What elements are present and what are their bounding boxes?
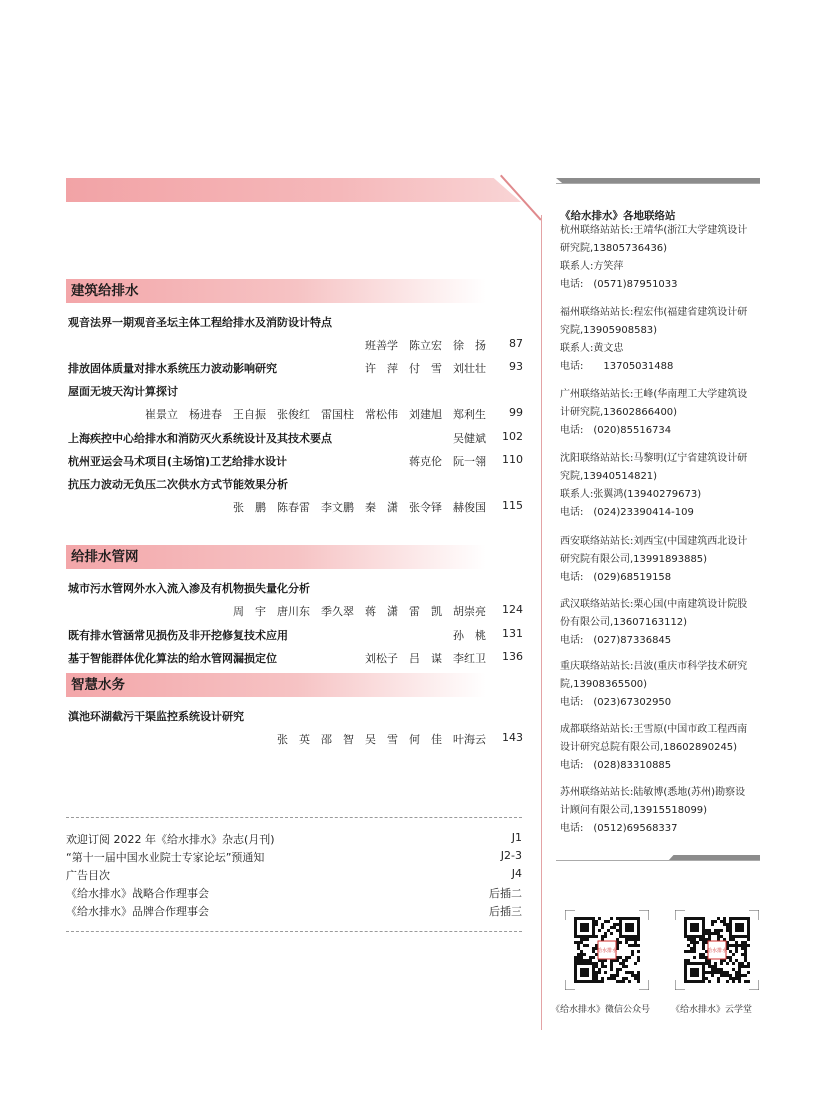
station-suzhou [560,784,765,838]
article-page: 99 [509,406,523,419]
sidebar-bottom-line [556,860,760,861]
station-line: 联系人:黄文忠 [560,343,624,354]
qr-caption: 《给水排水》微信公众号 [551,1005,651,1015]
station-chongqing [560,658,765,712]
section-heading: 给排水管网 [66,545,486,569]
dashed-rule [66,817,522,818]
station-line: 电话: (028)83310885 [560,760,672,771]
qr-code-icon [675,910,759,990]
station-guangzhou [560,386,765,440]
station-line: 计顾问有限公司,13915518099) [560,805,708,816]
station-line: 电话: (020)85516734 [560,425,672,436]
article-page: 131 [502,627,523,640]
backmatter-title[interactable]: 欢迎订阅 2022 年《给水排水》杂志(月刊) [66,833,275,846]
article-authors: 许 萍 付 雪 刘壮壮 [365,362,486,375]
column-divider [541,215,542,1030]
article-page: 143 [502,731,523,744]
station-line: 研究院有限公司,13991893885) [560,554,708,565]
section-heading: 智慧水务 [66,673,486,697]
article-title[interactable]: 基于智能群体优化算法的给水管网漏损定位 [68,652,277,665]
station-line: 西安联络站站长:刘西宝(中国建筑西北设计 [560,536,748,547]
cloud-school-qr-code[interactable] [675,910,759,990]
station-shenyang [560,450,765,522]
article-authors: 张 英 邵 智 吴 雪 何 佳 叶海云 [277,733,486,746]
article-authors: 刘松子 吕 谋 李红卫 [365,652,486,665]
qr-code-icon [565,910,649,990]
station-line: 研究院,13805736436) [560,243,668,254]
station-line: 电话: (024)23390414-109 [560,507,694,518]
station-line: 武汉联络站站长:栗心国(中南建筑设计院股 [560,599,748,610]
article-title[interactable]: 排放固体质量对排水系统压力波动影响研究 [68,362,277,375]
sidebar-heading: 《给水排水》各地联络站 [560,210,676,222]
station-line: 重庆联络站站长:吕波(重庆市科学技术研究 [560,661,748,672]
article-page: 136 [502,650,523,663]
backmatter-page: J4 [511,867,522,880]
backmatter-page: 后插二 [489,887,522,900]
article-title[interactable]: 上海疾控中心给排水和消防灭火系统设计及其技术要点 [68,432,332,445]
wechat-qr-code[interactable] [565,910,649,990]
station-chengdu [560,721,765,775]
station-xian [560,533,765,587]
article-page: 87 [509,337,523,350]
backmatter-title[interactable]: 广告目次 [66,869,110,882]
station-fuzhou [560,304,765,376]
station-line: 联系人:方笑萍 [560,261,624,272]
svg-text:给水排水: 给水排水 [596,948,618,954]
article-title[interactable]: 观音法界一期观音圣坛主体工程给排水及消防设计特点 [68,316,332,329]
station-line: 院,13908365500) [560,679,648,690]
article-page: 102 [502,430,523,443]
article-page: 124 [502,603,523,616]
station-hangzhou [560,222,765,294]
article-page: 93 [509,360,523,373]
article-authors: 班善学 陈立宏 徐 扬 [365,339,486,352]
backmatter-page: J1 [511,831,522,844]
article-authors: 周 宇 唐川东 季久翠 蒋 潇 雷 凯 胡崇亮 [233,605,486,618]
header-band [66,178,521,202]
station-line: 电话: 13705031488 [560,361,674,372]
article-page: 110 [502,453,523,466]
backmatter-page: 后插三 [489,905,522,918]
station-line: 电话: (0571)87951033 [560,279,678,290]
station-line: 究院,13940514821) [560,471,658,482]
station-line: 份有限公司,13607163112) [560,617,688,628]
station-line: 成都联络站站长:王雪原(中国市政工程西南 [560,724,748,735]
station-line: 沈阳联络站站长:马黎明(辽宁省建筑设计研 [560,453,748,464]
station-line: 苏州联络站站长:陆敏博(悉地(苏州)勘察设 [560,787,746,798]
qr-caption: 《给水排水》云学堂 [671,1005,753,1015]
station-line: 电话: (0512)69568337 [560,823,678,834]
article-authors: 崔景立 杨进春 王自振 张俊红 雷国柱 常松伟 刘建旭 郑利生 [145,408,486,421]
article-page: 115 [502,499,523,512]
svg-text:给水排水: 给水排水 [706,948,728,954]
station-line: 广州联络站站长:王峰(华南理工大学建筑设 [560,389,748,400]
section-heading: 建筑给排水 [66,279,486,303]
station-line: 联系人:张翼鸿(13940279673) [560,489,702,500]
article-title[interactable]: 滇池环湖截污干渠监控系统设计研究 [68,710,244,723]
station-line: 设计研究总院有限公司,18602890245) [560,742,738,753]
backmatter-title[interactable]: 《给水排水》战略合作理事会 [66,887,209,900]
backmatter-title[interactable]: “第十一届中国水业院士专家论坛”预通知 [66,851,265,864]
article-title[interactable]: 城市污水管网外水入流入渗及有机物损失量化分析 [68,582,310,595]
station-line: 电话: (027)87336845 [560,635,672,646]
station-line: 究院,13905908583) [560,325,658,336]
article-title[interactable]: 抗压力波动无负压二次供水方式节能效果分析 [68,478,288,491]
station-wuhan [560,596,765,650]
station-line: 福州联络站站长:程宏伟(福建省建筑设计研 [560,307,748,318]
backmatter-title[interactable]: 《给水排水》品牌合作理事会 [66,905,209,918]
article-authors: 张 鹏 陈春雷 李文鹏 秦 潇 张令铎 赫俊国 [233,501,486,514]
article-title[interactable]: 既有排水管涵常见损伤及非开挖修复技术应用 [68,629,288,642]
article-authors: 吴健斌 [453,432,486,445]
station-line: 电话: (023)67302950 [560,697,672,708]
article-title[interactable]: 屋面无坡天沟计算探讨 [68,385,178,398]
article-title[interactable]: 杭州亚运会马术项目(主场馆)工艺给排水设计 [68,455,288,468]
article-authors: 孙 桃 [453,629,486,642]
station-line: 电话: (029)68519158 [560,572,672,583]
dashed-rule [66,931,522,932]
sidebar-top-line [556,183,760,184]
station-line: 计研究院,13602866400) [560,407,678,418]
backmatter-page: J2-3 [500,849,522,862]
article-authors: 蒋克伦 阮一翎 [409,455,486,468]
station-line: 杭州联络站站长:王靖华(浙江大学建筑设计 [560,225,748,236]
